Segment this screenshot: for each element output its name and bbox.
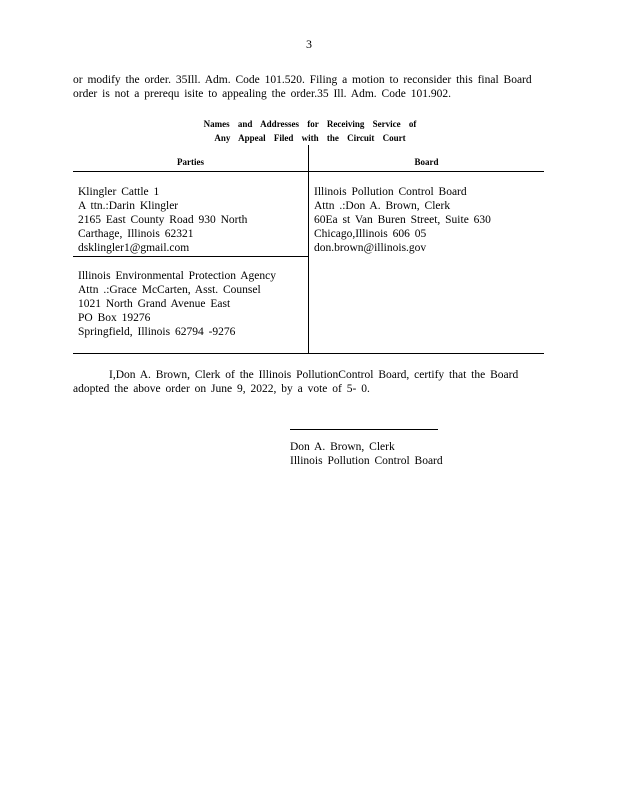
signature-block bbox=[290, 440, 443, 468]
column-header-parties: Parties bbox=[177, 157, 204, 167]
board-address bbox=[314, 185, 491, 255]
column-header-board: Board bbox=[414, 157, 439, 167]
party-address-iepa bbox=[78, 269, 276, 339]
address-line: Illinois Pollution Control Board bbox=[314, 186, 467, 198]
certification-paragraph bbox=[73, 368, 543, 396]
email-address: don.brown@illinois.gov bbox=[314, 242, 427, 254]
certification-text: I,Don A. Brown, Clerk of the Illinois PollutionControl Board, certify that the Board adopted the above order on June 9, 2022, by a vote of 5- 0. bbox=[73, 369, 519, 395]
address-line: Carthage, Illinois 62321 bbox=[78, 228, 194, 240]
address-line: A ttn.:Darin Klingler bbox=[78, 200, 179, 212]
address-line: Chicago,Illinois 606 05 bbox=[314, 228, 427, 240]
address-line: Attn .:Don A. Brown, Clerk bbox=[314, 200, 451, 212]
address-line: Attn .:Grace McCarten, Asst. Counsel bbox=[78, 284, 261, 296]
table-header-rule bbox=[73, 171, 544, 172]
table-bottom-rule bbox=[73, 353, 544, 354]
service-table-title bbox=[150, 117, 470, 145]
address-line: 1021 North Grand Avenue East bbox=[78, 298, 231, 310]
email-address: dsklingler1@gmail.com bbox=[78, 242, 190, 254]
service-table-title-line1: Names and Addresses for Receiving Service of bbox=[203, 119, 417, 129]
address-line: 60Ea st Van Buren Street, Suite 630 bbox=[314, 214, 491, 226]
address-line: Klingler Cattle 1 bbox=[78, 186, 160, 198]
signature-organization: Illinois Pollution Control Board bbox=[290, 455, 443, 467]
address-line: PO Box 19276 bbox=[78, 312, 151, 324]
table-vertical-divider bbox=[308, 145, 309, 353]
address-line: Springfield, Illinois 62794 -9276 bbox=[78, 326, 236, 338]
signature-line bbox=[290, 429, 438, 430]
parties-row-divider bbox=[73, 256, 309, 257]
page-number: 3 bbox=[306, 37, 312, 51]
address-line: Illinois Environmental Protection Agency bbox=[78, 270, 276, 282]
signature-name: Don A. Brown, Clerk bbox=[290, 441, 395, 453]
intro-paragraph: or modify the order. 35Ill. Adm. Code 101.520. Filing a motion to reconsider this final Board order is not a prerequ isite to appealing the order.35 Ill. Adm. Code 101.902. bbox=[73, 74, 532, 100]
party-address-klingler bbox=[78, 185, 247, 255]
service-table-title-line2: Any Appeal Filed with the Circuit Court bbox=[214, 133, 406, 143]
address-line: 2165 East County Road 930 North bbox=[78, 214, 248, 226]
